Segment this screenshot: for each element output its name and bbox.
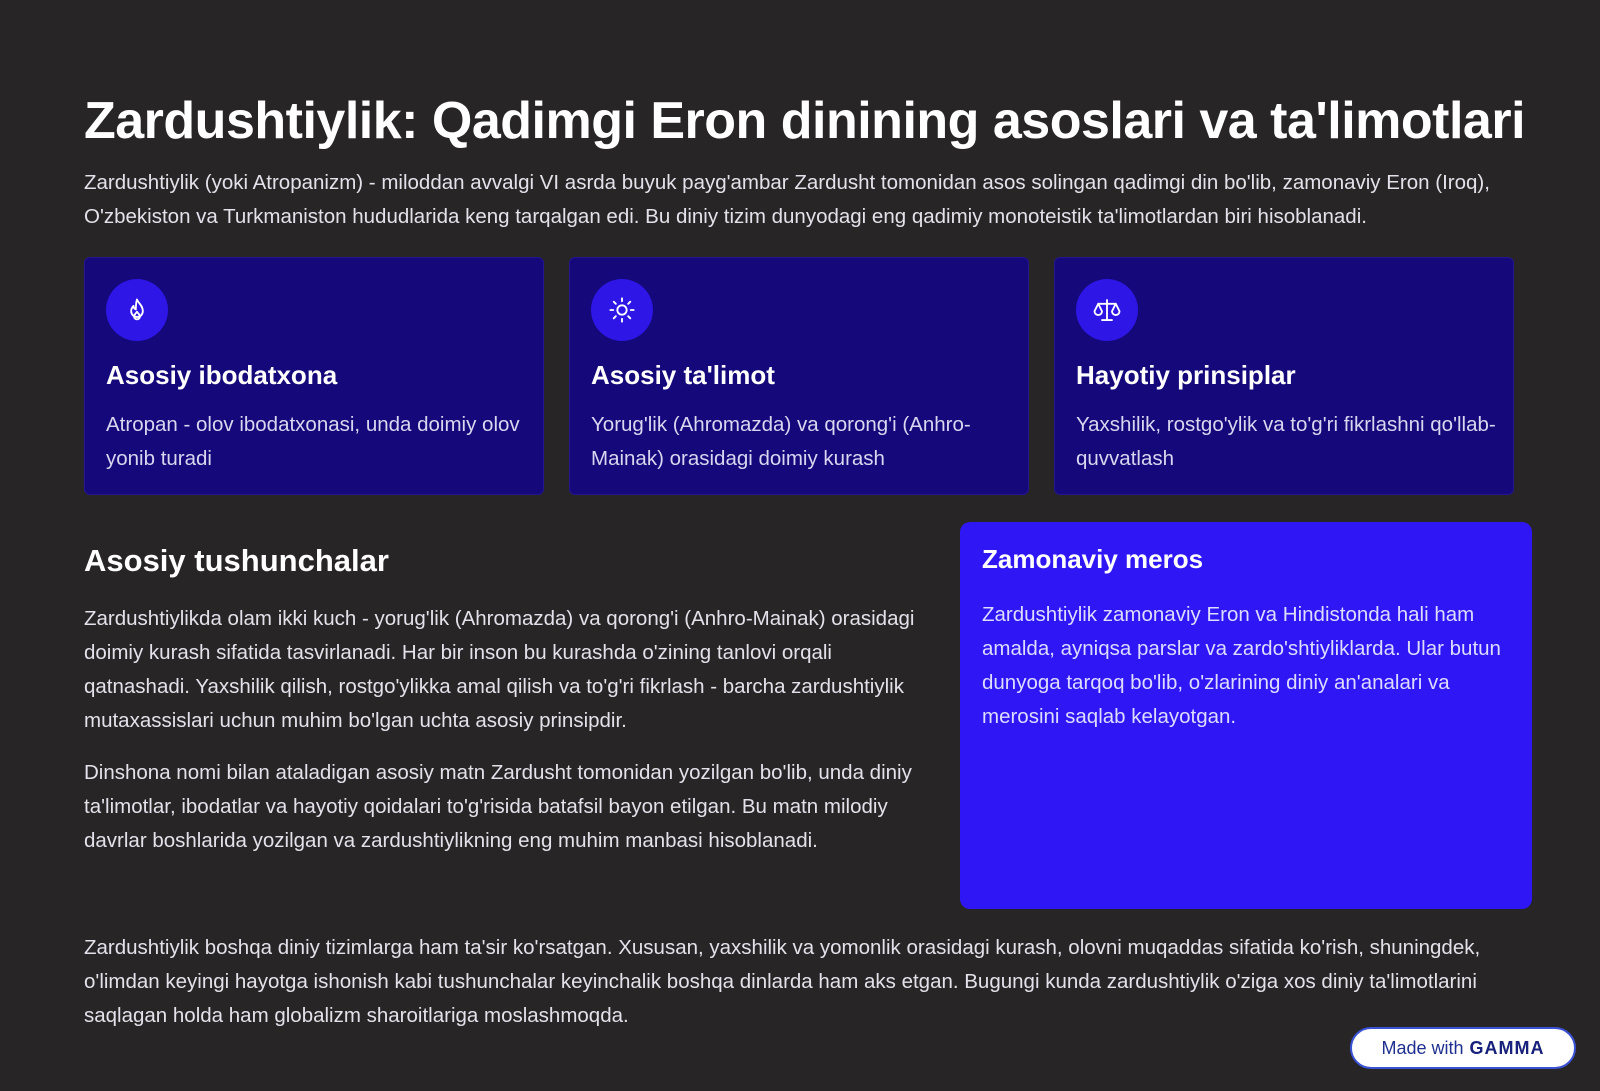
card-title: Asosiy ta'limot — [591, 360, 775, 390]
page-title: Zardushtiylik: Qadimgi Eron dinining asoslari va ta'limotlari — [84, 91, 1526, 150]
concepts-paragraph-2: Dinshona nomi bilan ataladigan asosiy matn Zardusht tomonidan yozilgan bo'lib, unda diniy ta'limotlar, ibodatlar va hayotiy qoidalari to'g'risida batafsil bayon etilgan. Bu matn milodiy davrlar boshlarida yozilgan va zardushtiylikning eng muhim manbasi hisoblanadi. — [84, 761, 912, 852]
badge-prefix: Made with — [1381, 1037, 1464, 1058]
card-text: Yaxshilik, rostgo'ylik va to'g'ri fikrlashni qo'llab-quvvatlash — [1076, 413, 1496, 470]
scales-icon — [1076, 279, 1138, 341]
card-title: Hayotiy prinsiplar — [1076, 360, 1296, 390]
card-life-principles — [1054, 257, 1514, 495]
intro-paragraph: Zardushtiylik (yoki Atropanizm) - miloddan avvalgi VI asrda buyuk payg'ambar Zardusht tomonidan asos solingan qadimgi din bo'lib, zamonaviy Eron (Iroq), O'zbekiston va Turkmaniston hududlarida keng tarqalgan edi. Bu diniy tizim dunyodagi eng qadimiy monoteistik ta'limotlardan biri hisoblanadi. — [84, 171, 1490, 228]
card-text: Yorug'lik (Ahromazda) va qorong'i (Anhro-Mainak) orasidagi doimiy kurash — [591, 413, 971, 470]
made-with-gamma-badge[interactable] — [1350, 1027, 1576, 1069]
closing-paragraph: Zardushtiylik boshqa diniy tizimlarga ham ta'sir ko'rsatgan. Xususan, yaxshilik va yomonlik orasidagi kurash, olovni muqaddas sifatida ko'rish, shuningdek, o'limdan keyingi hayotga ishonish kabi tushunchalar keyinchalik boshqa dinlarda ham aks etgan. Bugungi kunda zardushtiylik o'ziga xos diniy ta'limotlarini saqlagan holda ham globalizm sharoitlariga moslashmoqda. — [84, 936, 1481, 1027]
section-heading: Asosiy tushunchalar — [84, 543, 389, 578]
card-title: Asosiy ibodatxona — [106, 360, 338, 390]
flame-icon — [106, 279, 168, 341]
card-main-teaching — [569, 257, 1029, 495]
heritage-text: Zardushtiylik zamonaviy Eron va Hindistonda hali ham amalda, ayniqsa parslar va zardo'shtiyliklarda. Ular butun dunyoga tarqoq bo'lib, o'zlarining diniy an'analari va merosini saqlab kelayotgan. — [982, 603, 1501, 728]
concepts-paragraph-1: Zardushtiylikda olam ikki kuch - yorug'lik (Ahromazda) va qorong'i (Anhro-Mainak) orasidagi doimiy kurash sifatida tasvirlanadi. Har bir inson bu kurashda o'zining tanlovi orqali qatnashadi. Yaxshilik qilish, rostgo'ylikka amal qilish va to'g'ri fikrlash - barcha zardushtiylik mutaxassislari uchun muhim bo'lgan uchta asosiy prinsipdir. — [84, 607, 915, 732]
card-main-temple — [84, 257, 544, 495]
sun-icon — [591, 279, 653, 341]
heritage-panel — [960, 522, 1532, 909]
gamma-logo: GAMMA — [1469, 1037, 1545, 1058]
heritage-title: Zamonaviy meros — [982, 544, 1204, 574]
card-text: Atropan - olov ibodatxonasi, unda doimiy olov yonib turadi — [106, 413, 520, 470]
